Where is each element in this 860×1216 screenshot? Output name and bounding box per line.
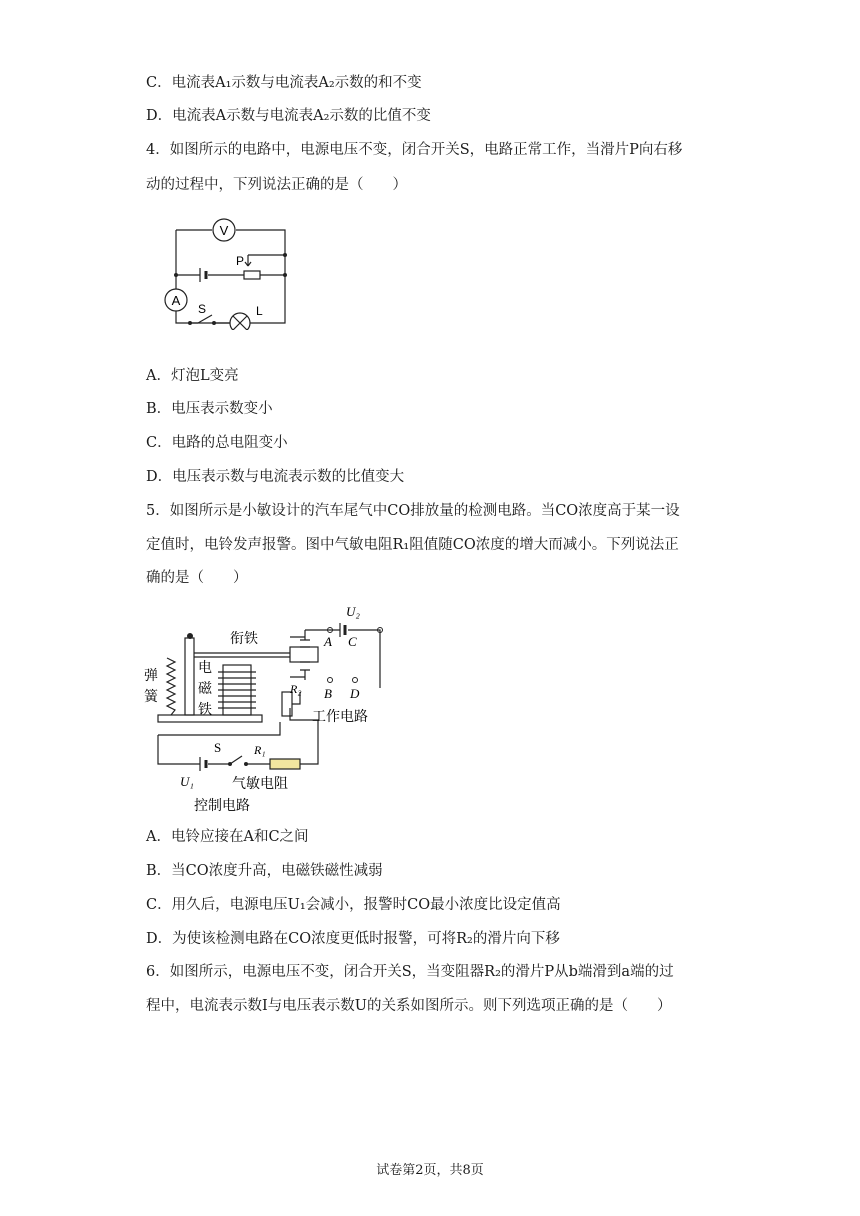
q6-stem-line2: 程中，电流表示数I与电压表示数U的关系如图所示。则下列选项正确的是（ ） [146, 998, 672, 1014]
switch-s-label: S [214, 740, 222, 755]
contact-d-label: D [350, 686, 360, 701]
q4-option-b: B．电压表示数变小 [146, 401, 273, 417]
q5-option-a: A．电铃应接在A和C之间 [146, 829, 309, 845]
q4-option-c: C．电路的总电阻变小 [146, 435, 288, 451]
q4-stem-line2: 动的过程中，下列说法正确的是（ ） [146, 177, 407, 193]
spring-label-2: 簧 [144, 688, 158, 704]
q4-stem-line1: 4．如图所示的电路中，电源电压不变，闭合开关S，电路正常工作，当滑片P向右移 [146, 142, 683, 158]
contact-c-label: C [348, 634, 357, 649]
voltmeter-label: V [219, 223, 229, 238]
armature-label: 衔铁 [230, 630, 258, 646]
u1-label: U₁ [180, 774, 194, 789]
q5-option-b: B．当CO浓度升高，电磁铁磁性减弱 [146, 863, 383, 879]
q5-stem-line3: 确的是（ ） [146, 570, 248, 586]
slider-label: P [236, 254, 245, 268]
control-circuit-label: 控制电路 [194, 797, 250, 813]
work-circuit-label: 工作电路 [312, 708, 368, 724]
q3-option-c: C．电流表A₁示数与电流表A₂示数的和不变 [146, 75, 422, 91]
lamp-label: L [256, 304, 263, 318]
q4-circuit-diagram [160, 215, 295, 330]
q4-option-d: D．电压表示数与电流表示数的比值变大 [146, 469, 405, 485]
gas-resistor-label: 气敏电阻 [232, 775, 288, 791]
r1-label: R₁ [254, 743, 266, 757]
switch-label: S [198, 302, 207, 316]
ammeter-label: A [171, 293, 181, 308]
contact-b-label: B [324, 686, 332, 701]
q5-relay-circuit-diagram [140, 600, 400, 818]
q5-option-c: C．用久后，电源电压U₁会减小，报警时CO最小浓度比设定值高 [146, 897, 561, 913]
spring-label: 弹 [144, 667, 158, 683]
electromagnet-label: 电 [198, 659, 212, 675]
q5-stem-line1: 5．如图所示是小敏设计的汽车尾气中CO排放量的检测电路。当CO浓度高于某一设 [146, 503, 680, 519]
u2-label: U₂ [346, 604, 360, 619]
q3-option-d: D．电流表A示数与电流表A₂示数的比值不变 [146, 108, 431, 124]
r2-label: R₂ [290, 682, 302, 696]
page-footer: 试卷第2页，共8页 [376, 1163, 484, 1178]
contact-a-label: A [324, 634, 332, 649]
electromagnet-label-2: 磁 [198, 680, 212, 696]
q5-option-d: D．为使该检测电路在CO浓度更低时报警，可将R₂的滑片向下移 [146, 931, 560, 947]
q5-stem-line2: 定值时，电铃发声报警。图中气敏电阻R₁阻值随CO浓度的增大而减小。下列说法正 [146, 537, 679, 553]
q4-option-a: A．灯泡L变亮 [146, 368, 239, 384]
q6-stem-line1: 6．如图所示，电源电压不变，闭合开关S，当变阻器R₂的滑片P从b端滑到a端的过 [146, 964, 674, 980]
electromagnet-label-3: 铁 [198, 701, 212, 717]
